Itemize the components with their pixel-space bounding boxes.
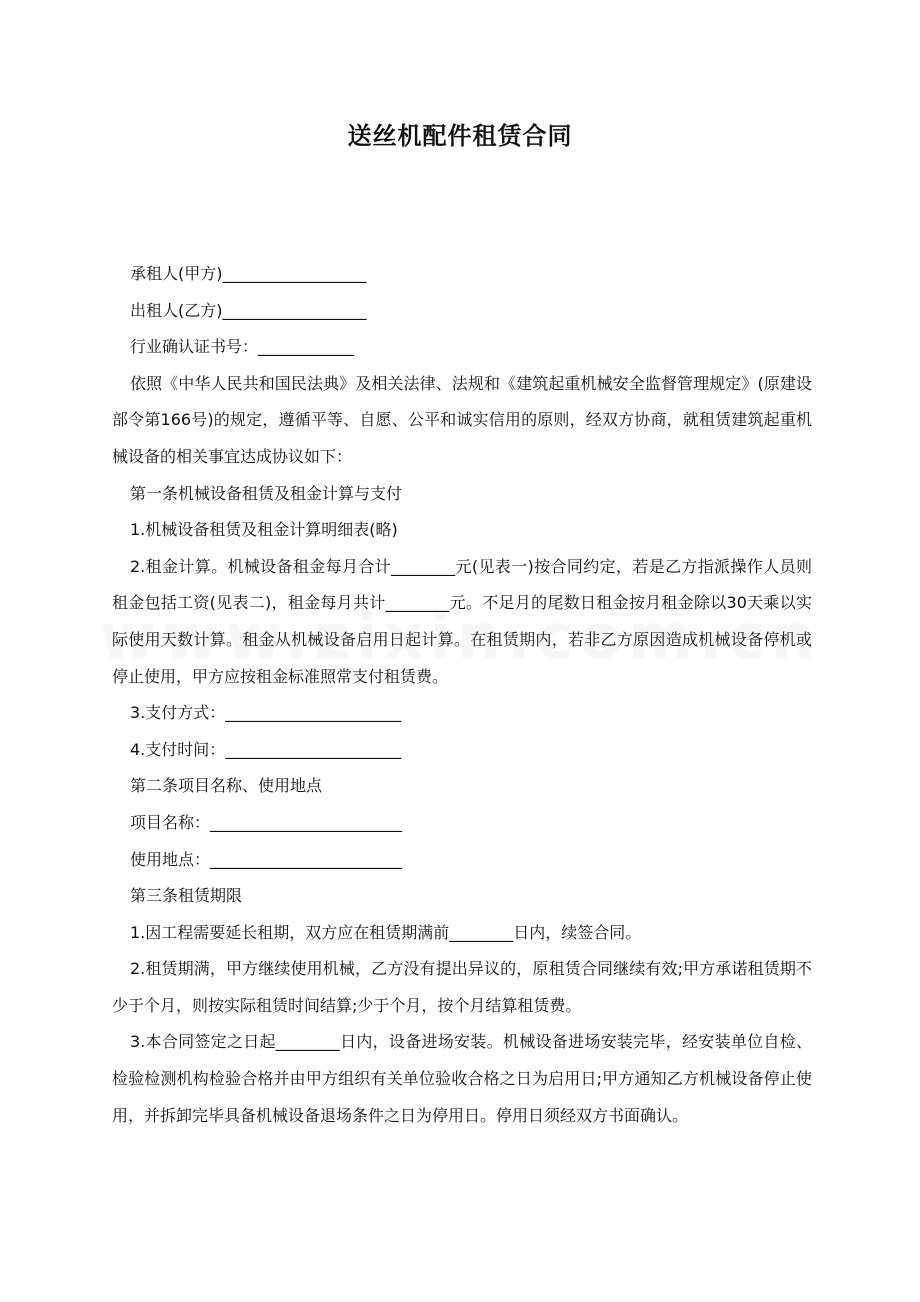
article-3-item-3: 3.本合同签定之日起________日内，设备进场安装。机械设备进场安装完毕，经安装单位自检、检验检测机构检验合格并由甲方组织有关单位验收合格之日为启用日;甲方通知乙方机械设备停止使用，并拆卸完毕具备机械设备退场条件之日为停用日。停用日须经双方书面确认。	[112, 1032, 812, 1125]
article-1-item-1: 1.机械设备租赁及租金计算明细表(略)	[130, 520, 398, 540]
article-3-heading: 第三条租赁期限	[130, 886, 243, 906]
document-title: 送丝机配件租赁合同	[347, 122, 573, 150]
article-1-item-3: 3.支付方式：______________________	[130, 703, 402, 723]
article-1-heading: 第一条机械设备租赁及租金计算与支付	[130, 483, 403, 503]
article-3-item-1: 1.因工程需要延长租期，双方应在租赁期满前________日内，续签合同。	[130, 922, 642, 942]
project-name-line: 项目名称：________________________	[130, 812, 403, 832]
location-line: 使用地点：________________________	[130, 849, 403, 869]
article-1-item-2: 2.租金计算。机械设备租金每月合计________元(见表一)按合同约定，若是乙方指派操作人员则租金包括工资(见表二)，租金每月共计________元。不足月的尾数日租金按月租金除以30天乘以实际使用天数计算。租金从机械设备启用日起计算。在租赁期内，若非乙方原因造成机械设备停机或停止使用，甲方应按租金标准照常支付租赁费。	[112, 556, 812, 686]
article-2-heading: 第二条项目名称、使用地点	[130, 776, 323, 796]
certificate-number-line: 行业确认证书号：____________	[130, 337, 355, 357]
party-b-line: 出租人(乙方)__________________	[130, 300, 367, 320]
article-3-item-2: 2.租赁期满，甲方继续使用机械，乙方没有提出异议的，原租赁合同继续有效;甲方承诺租赁期不少于个月，则按实际租赁时间结算;少于个月，按个月结算租赁费。	[112, 959, 812, 1015]
preamble-paragraph: 依照《中华人民共和国民法典》及相关法律、法规和《建筑起重机械安全监督管理规定》(原建设部令第166号)的规定，遵循平等、自愿、公平和诚实信用的原则，经双方协商，就租赁建筑起重机械设备的相关事宜达成协议如下：	[112, 373, 812, 466]
party-a-line: 承租人(甲方)__________________	[130, 264, 367, 283]
document-body	[112, 256, 812, 1134]
article-1-item-4: 4.支付时间：______________________	[130, 739, 402, 759]
